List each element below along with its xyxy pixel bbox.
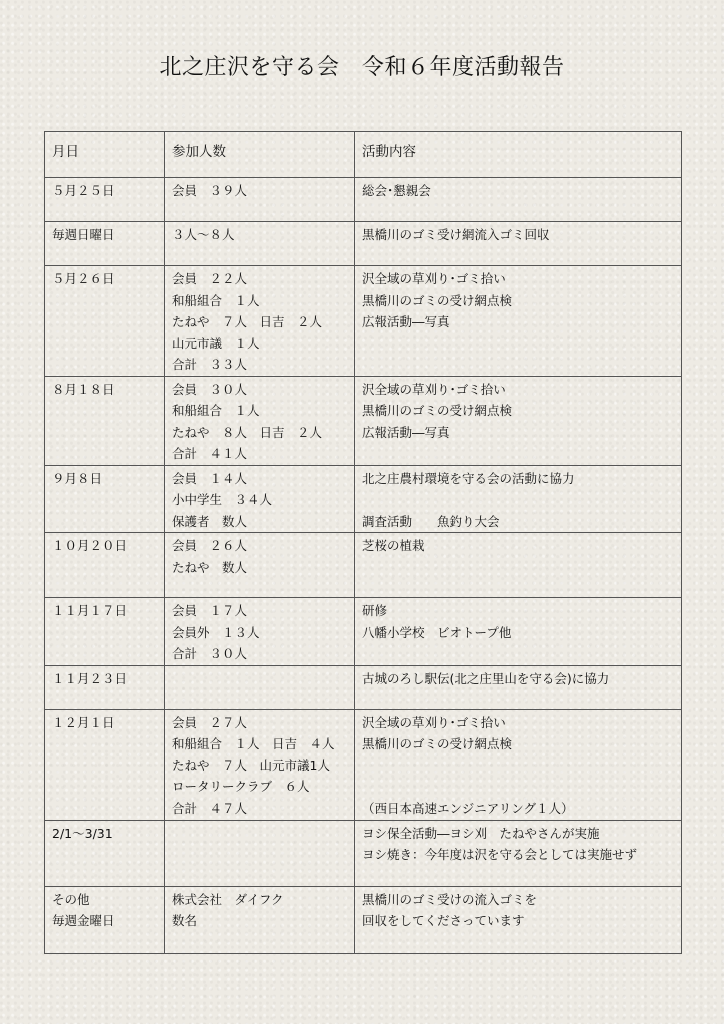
table-row [45,598,682,666]
header-participants: 参加人数 [165,132,355,178]
date-line: ９月８日 [52,470,103,486]
participants-line: 会員 ２２人 [172,271,248,286]
participants-cell [165,598,355,666]
activity-line: 沢全域の草刈り･ゴミ拾い [362,714,506,730]
participants-line: 合計 ４１人 [172,446,248,461]
date-line: ５月２５日 [52,183,115,198]
table-row [45,533,682,598]
activity-line: 古城のろし駅伝(北之庄里山を守る会)に協力 [362,670,610,686]
table-row [45,886,682,953]
activity-line: 北之庄農村環境を守る会の活動に協力 [362,470,575,486]
participants-line: 合計 ３３人 [172,357,248,372]
activity-line: （西日本高速エンジニアリング１人） [362,800,574,816]
date-cell [45,886,165,953]
participants-line: たねや ７人 山元市議1人 [172,757,330,773]
participants-line: たねや ８人 日吉 ２人 [172,424,323,440]
participants-line: 和船組合 １人 [172,403,260,418]
header-date: 月日 [45,132,165,178]
activity-cell [355,709,682,820]
participants-line: 会員 １４人 [172,470,248,486]
date-cell [45,178,165,222]
table-row [45,465,682,533]
table-body [45,178,682,954]
date-line: １１月２３日 [52,670,128,686]
activity-line: 研修 [362,603,388,618]
activity-line: ヨシ保全活動―ヨシ刈 たねやさんが実施 [362,825,600,841]
activity-line [362,489,675,511]
date-cell [45,598,165,666]
participants-line: 会員 ３０人 [172,381,248,397]
activity-line: 沢全域の草刈り･ゴミ拾い [362,381,506,397]
header-activity: 活動内容 [355,132,682,178]
date-line: その他 [52,891,90,907]
table-row [45,266,682,377]
table-header-row [45,132,682,178]
activity-line: 広報活動―写真 [362,424,450,440]
participants-line: ロータリークラブ ６人 [172,779,310,794]
date-cell [45,533,165,598]
participants-line: 山元市議 １人 [172,335,260,351]
date-cell [45,376,165,465]
participants-line: 会員 ３９人 [172,183,248,198]
date-line: １１月１７日 [52,603,128,618]
date-cell [45,266,165,377]
participants-cell [165,533,355,598]
date-line: ５月２６日 [52,271,115,286]
document-title: 北之庄沢を守る会 令和６年度活動報告 [159,55,565,80]
participants-line: たねや ７人 日吉 ２人 [172,314,323,329]
participants-cell [165,178,355,222]
date-cell [45,465,165,533]
activity-cell [355,886,682,953]
activity-report-table [44,131,682,954]
activity-line: 黒橋川のゴミの受け網点検 [362,403,513,418]
date-cell [45,222,165,266]
activity-line: 芝桜の植栽 [362,538,425,553]
activity-cell [355,665,682,709]
table-row [45,665,682,709]
activity-cell [355,222,682,266]
date-line: ８月１８日 [52,381,115,397]
activity-line: 黒橋川のゴミの受け網点検 [362,292,513,308]
participants-cell [165,820,355,886]
participants-cell [165,376,355,465]
participants-line: 合計 ３０人 [172,646,248,661]
activity-line: 回収をしてくださっています [362,913,525,928]
activity-line [362,776,675,798]
activity-line: 八幡小学校 ビオトープ他 [362,624,512,640]
participants-line: 株式会社 ダイフク [172,891,284,907]
activity-line: 広報活動―写真 [362,314,450,329]
activity-line [362,755,675,777]
date-line: １２月１日 [52,714,115,730]
activity-cell [355,820,682,886]
activity-cell [355,465,682,533]
date-cell [45,709,165,820]
participants-line: 会員 ２７人 [172,714,248,730]
participants-cell [165,665,355,709]
participants-line: たねや 数人 [172,559,248,575]
table-row [45,222,682,266]
activity-cell [355,533,682,598]
participants-cell [165,465,355,533]
activity-cell [355,598,682,666]
date-line: 毎週金曜日 [52,913,115,928]
participants-line: 和船組合 １人 [172,292,260,308]
table-row [45,820,682,886]
participants-line: 数名 [172,913,198,928]
table-row [45,376,682,465]
activity-line: ヨシ焼き：今年度は沢を守る会としては実施せず [362,847,638,862]
activity-cell [355,266,682,377]
activity-line: 総会･懇親会 [362,183,431,198]
date-line: 2/1～3/31 [52,825,113,841]
date-cell [45,820,165,886]
activity-line: 黒橋川のゴミの受け網点検 [362,736,513,751]
activity-line: 黒橋川のゴミ受けの流入ゴミを [362,891,538,907]
date-line: １０月２０日 [52,538,128,553]
participants-line: 和船組合 １人 日吉 ４人 [172,736,335,751]
participants-cell [165,266,355,377]
activity-line: 黒橋川のゴミ受け網流入ゴミ回収 [362,227,550,242]
activity-line: 沢全域の草刈り･ゴミ拾い [362,271,506,286]
participants-line: 小中学生 ３４人 [172,492,273,507]
table-row [45,709,682,820]
activity-cell [355,178,682,222]
date-line: 毎週日曜日 [52,227,115,242]
participants-line: 会員外 １３人 [172,624,260,640]
participants-line: ３人～８人 [172,227,235,242]
participants-cell [165,886,355,953]
activity-line: 調査活動 魚釣り大会 [362,513,500,529]
participants-line: 合計 ４７人 [172,800,248,816]
table-row [45,178,682,222]
participants-line: 保護者 数人 [172,513,248,529]
activity-cell [355,376,682,465]
participants-cell [165,222,355,266]
participants-cell [165,709,355,820]
participants-line: 会員 ２６人 [172,538,248,553]
participants-line: 会員 １７人 [172,603,248,618]
date-cell [45,665,165,709]
